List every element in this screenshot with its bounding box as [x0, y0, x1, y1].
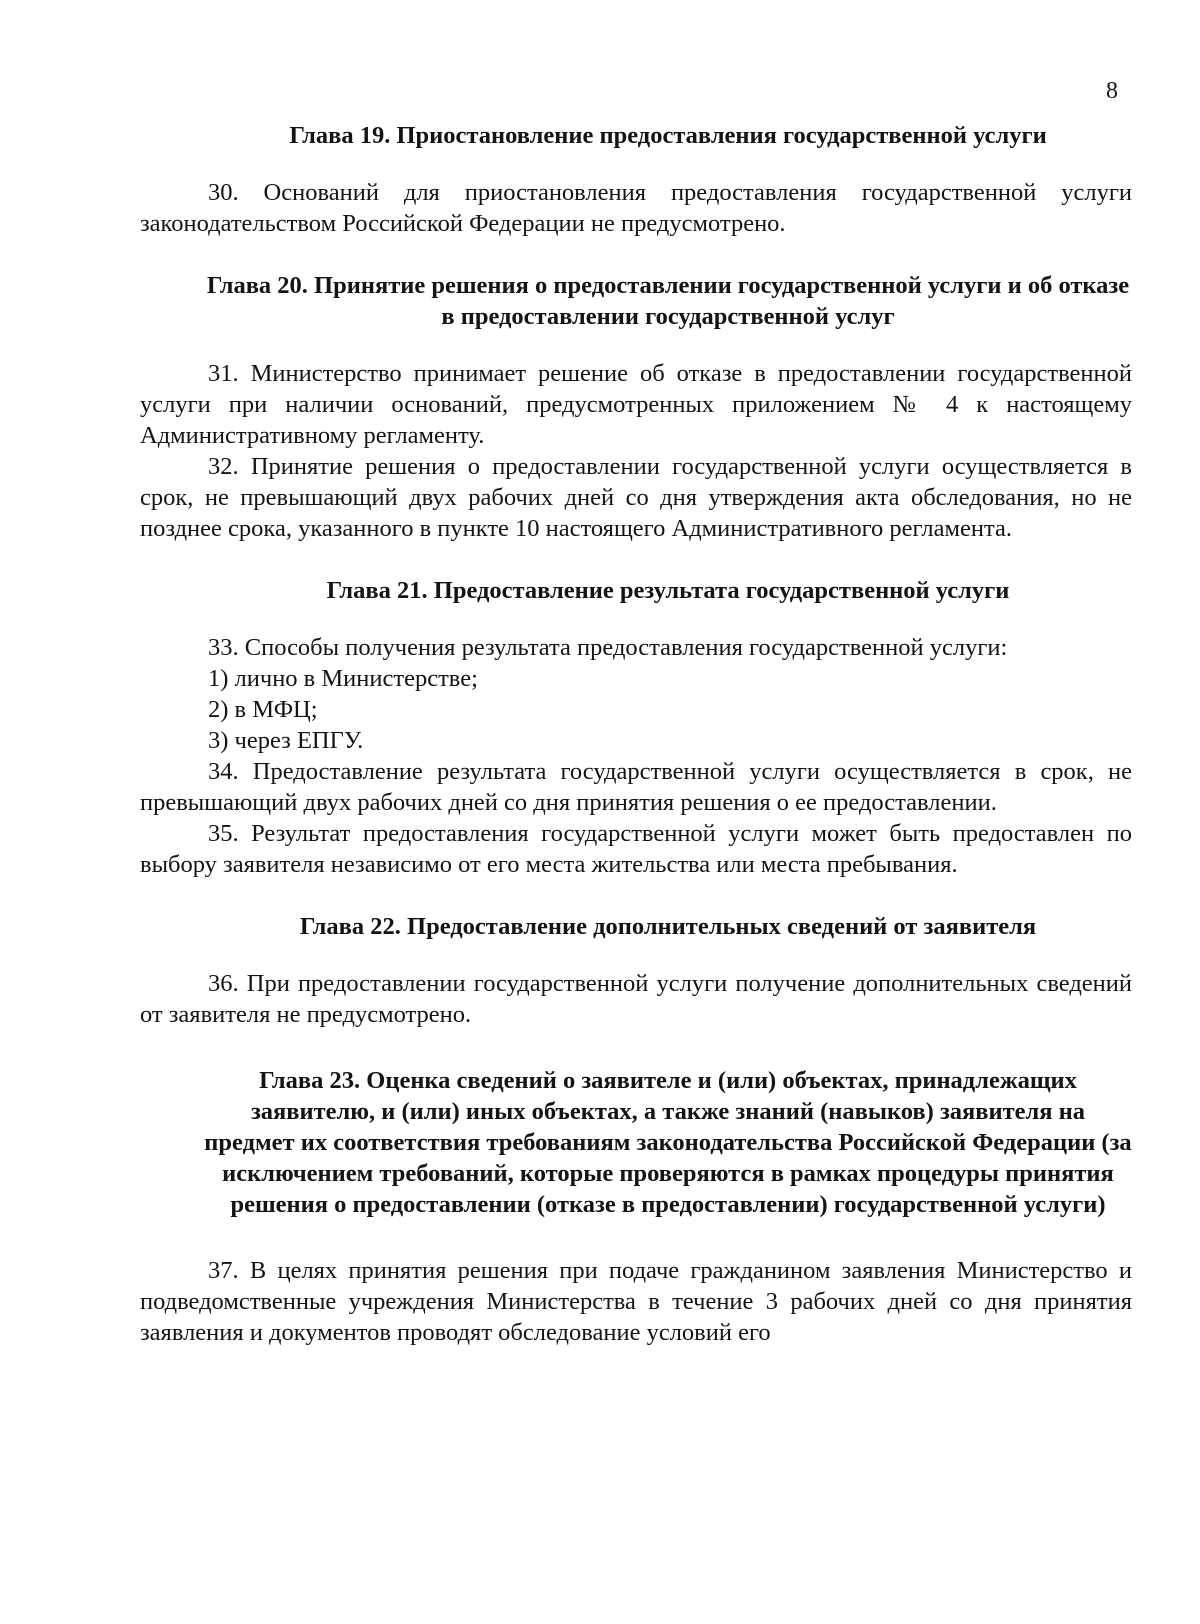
section-chapter-23	[140, 1065, 1132, 1348]
list-item-3: 3) через ЕПГУ.	[208, 727, 364, 754]
section-chapter-22	[140, 911, 1132, 1030]
page-number: 8	[1106, 78, 1118, 104]
section-heading: Глава 23. Оценка сведений о заявителе и (или) объектах, принадлежащих заявителю, и (или) иных объектах, а также знаний (навыков) заявителя на предмет их соответствия требованиям законодательства Российской Федерации (за исключением требований, которые проверяются в рамках процедуры принятия решения о предоставлении (отказе в предоставлении) государственной услуги)	[204, 1067, 1132, 1218]
list-item-1: 1) лично в Министерстве;	[208, 665, 478, 692]
document-body	[140, 120, 1132, 1348]
paragraph-34: 34. Предоставление результата государственной услуги осуществляется в срок, не превышающий двух рабочих дней со дня принятия решения о ее предоставлении.	[140, 758, 1132, 816]
section-heading: Глава 22. Предоставление дополнительных сведений от заявителя	[299, 913, 1037, 940]
paragraph-35: 35. Результат предоставления государственной услуги может быть предоставлен по выбору заявителя независимо от его места жительства или места пребывания.	[140, 820, 1132, 878]
paragraph-32: 32. Принятие решения о предоставлении государственной услуги осуществляется в срок, не превышающий двух рабочих дней со дня утверждения акта обследования, но не позднее срока, указанного в пункте 10 настоящего Административного регламента.	[140, 453, 1132, 542]
paragraph-37: 37. В целях принятия решения при подаче гражданином заявления Министерство и подведомственные учреждения Министерства в течение 3 рабочих дней со дня принятия заявления и документов проводят обследование условий его	[140, 1257, 1132, 1346]
paragraph-36: 36. При предоставлении государственной услуги получение дополнительных сведений от заявителя не предусмотрено.	[140, 970, 1132, 1028]
section-heading: Глава 19. Приостановление предоставления государственной услуги	[289, 122, 1047, 149]
paragraph-30: 30. Оснований для приостановления предоставления государственной услуги законодательством Российской Федерации не предусмотрено.	[140, 179, 1132, 237]
list-item-2: 2) в МФЦ;	[208, 696, 318, 723]
paragraph-33: 33. Способы получения результата предоставления государственной услуги:	[208, 634, 1008, 661]
section-chapter-21	[140, 575, 1132, 880]
section-heading: Глава 21. Предоставление результата государственной услуги	[326, 577, 1010, 604]
section-chapter-19	[140, 120, 1132, 239]
section-chapter-20	[140, 270, 1132, 544]
section-heading: Глава 20. Принятие решения о предоставлении государственной услуги и об отказе в предоставлении государственной услуг	[206, 272, 1130, 330]
paragraph-31: 31. Министерство принимает решение об отказе в предоставлении государственной услуги при наличии оснований, предусмотренных приложением № 4 к настоящему Административному регламенту.	[140, 360, 1132, 449]
